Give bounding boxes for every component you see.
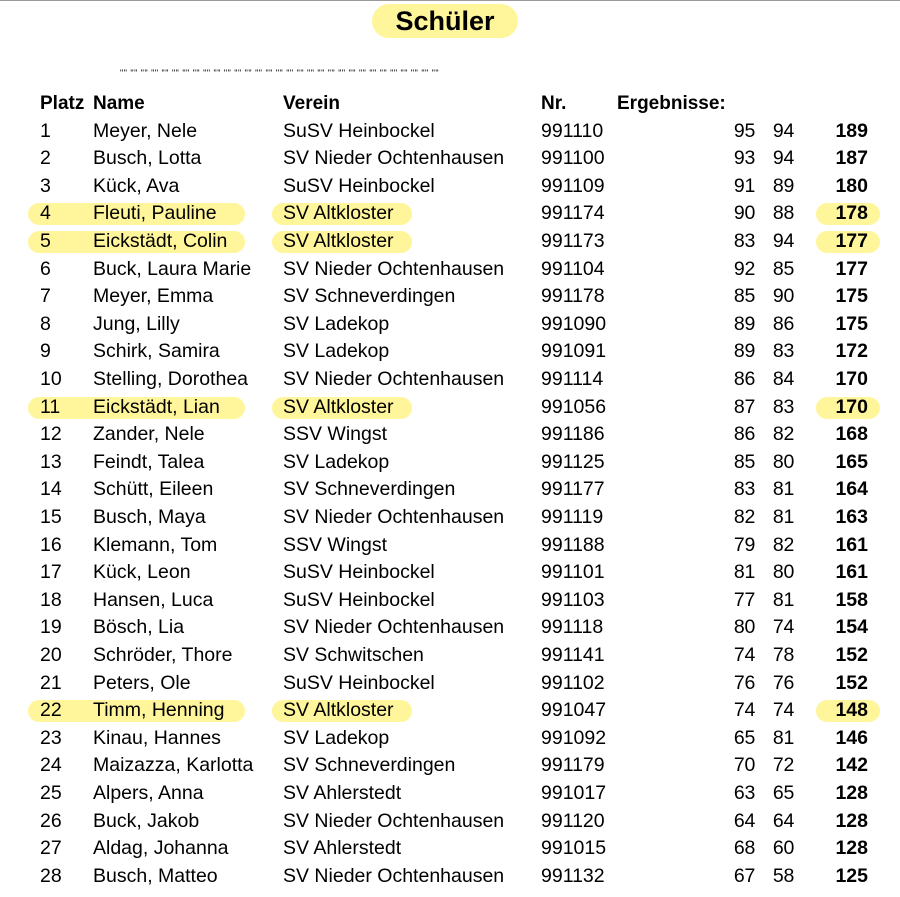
table-row [0,421,900,449]
cell-total: 168 [835,423,868,446]
cell-platz: 14 [40,478,62,501]
cell-total: 163 [835,505,868,528]
cell-result-1: 67 [733,864,755,887]
table-row [0,200,900,228]
cell-result-1: 83 [733,229,755,252]
cell-total: 146 [835,726,868,749]
cell-nr: 991141 [541,643,605,666]
cell-nr: 991120 [541,809,605,832]
cell-total: 164 [835,478,868,501]
cell-platz: 18 [40,588,62,611]
cell-total: 161 [835,561,868,584]
cell-result-2: 76 [772,671,794,694]
header-ergebnisse: Ergebnisse: [617,93,726,114]
cell-result-2: 84 [772,367,794,390]
cell-name: Hansen, Luca [93,588,214,611]
cell-name: Meyer, Emma [93,285,214,308]
table-row [0,145,900,173]
table-row [0,780,900,808]
title-highlight [372,4,518,38]
cell-total: 142 [835,754,868,777]
cell-name: Busch, Maya [93,505,206,528]
cell-verein: SV Nieder Ochtenhausen [283,257,505,280]
cell-nr: 991103 [541,588,605,611]
table-row [0,173,900,201]
cell-name: Jung, Lilly [93,312,180,335]
cell-platz: 25 [40,781,62,804]
cell-platz: 13 [40,450,62,473]
cell-name: Busch, Lotta [93,147,202,170]
cell-name: Peters, Ole [93,671,191,694]
cell-name: Zander, Nele [93,423,205,446]
cell-nr: 991109 [541,174,605,197]
table-row [0,752,900,780]
cell-platz: 16 [40,533,62,556]
cell-verein: SV Altkloster [283,229,394,252]
cell-total: 178 [835,202,868,225]
cell-total: 189 [835,119,868,142]
cell-name: Buck, Jakob [93,809,200,832]
top-border-line [0,0,900,1]
cell-result-2: 88 [772,202,794,225]
header-nr: Nr. [541,93,567,114]
cell-platz: 15 [40,505,62,528]
cell-total: 148 [835,699,868,722]
cell-total: 180 [835,174,868,197]
cell-nr: 991177 [541,478,605,501]
cell-nr: 991110 [541,119,604,142]
cell-result-2: 72 [772,754,794,777]
table-row [0,228,900,256]
cell-verein: SV Ahlerstedt [283,781,402,804]
table-row [0,366,900,394]
cell-result-2: 60 [772,837,794,860]
cell-nr: 991114 [541,367,604,390]
cell-total: 172 [835,340,868,363]
cell-total: 165 [835,450,868,473]
cell-platz: 9 [40,340,51,363]
cell-nr: 991015 [541,837,607,860]
header-name: Name [93,93,145,114]
cell-nr: 991125 [541,450,605,473]
cell-verein: SV Altkloster [283,202,394,225]
cell-result-2: 94 [772,147,794,170]
cell-verein: SV Nieder Ochtenhausen [283,367,505,390]
cell-name: Schirk, Samira [93,340,220,363]
cell-name: Bösch, Lia [93,616,185,639]
cell-nr: 991178 [541,285,605,308]
cell-result-2: 94 [772,229,794,252]
table-row [0,835,900,863]
cell-verein: SV Altkloster [283,395,394,418]
cell-result-1: 85 [733,450,755,473]
cell-result-1: 63 [733,781,755,804]
cell-result-2: 89 [772,174,794,197]
header-platz: Platz [40,93,85,114]
cell-result-1: 74 [733,643,755,666]
cell-result-1: 86 [733,367,755,390]
page-title: Schüler [395,6,495,36]
cell-result-1: 87 [733,395,755,418]
cell-result-2: 80 [772,561,794,584]
separator-dots: "" "" "" "" "" "" "" "" "" "" "" "" "" "" "" "" "" "" "" "" "" "" "" "" "" "" "" "" "" "" "" [120,68,440,78]
cell-platz: 12 [40,423,62,446]
cell-verein: SV Ladekop [283,312,390,335]
cell-name: Alpers, Anna [93,781,204,804]
table-row [0,587,900,615]
cell-total: 161 [835,533,868,556]
cell-total: 128 [835,781,868,804]
cell-result-1: 65 [733,726,755,749]
cell-nr: 991179 [541,754,605,777]
cell-verein: SV Ladekop [283,726,390,749]
cell-platz: 10 [40,367,62,390]
cell-name: Eickstädt, Colin [93,229,228,252]
cell-verein: SV Schneverdingen [283,285,456,308]
table-row [0,394,900,422]
cell-name: Kück, Leon [93,561,191,584]
table-row [0,532,900,560]
table-row [0,283,900,311]
cell-nr: 991186 [541,423,605,446]
cell-name: Fleuti, Pauline [93,202,217,225]
table-row [0,808,900,836]
cell-name: Buck, Laura Marie [93,257,252,280]
table-row [0,311,900,339]
cell-result-1: 82 [733,505,755,528]
cell-platz: 27 [40,837,62,860]
cell-verein: SV Altkloster [283,699,394,722]
cell-result-1: 77 [733,588,755,611]
cell-result-1: 74 [733,699,755,722]
cell-result-2: 58 [772,864,794,887]
cell-total: 177 [835,229,868,252]
cell-platz: 26 [40,809,62,832]
cell-verein: SuSV Heinbockel [283,561,435,584]
cell-nr: 991174 [541,202,605,225]
cell-name: Eickstädt, Lian [93,395,220,418]
cell-platz: 19 [40,616,62,639]
cell-result-1: 68 [733,837,755,860]
cell-result-1: 86 [733,423,755,446]
cell-platz: 7 [40,285,51,308]
cell-platz: 1 [40,119,51,142]
table-row [0,642,900,670]
cell-platz: 11 [40,395,61,418]
cell-platz: 3 [40,174,51,197]
table-row [0,863,900,891]
cell-name: Kück, Ava [93,174,180,197]
cell-nr: 991101 [541,561,605,584]
table-row [0,504,900,532]
cell-verein: SuSV Heinbockel [283,588,435,611]
cell-name: Klemann, Tom [93,533,218,556]
cell-nr: 991056 [541,395,607,418]
cell-total: 177 [835,257,868,280]
cell-result-2: 90 [772,285,794,308]
cell-result-2: 83 [772,395,794,418]
cell-platz: 2 [40,147,51,170]
cell-result-2: 65 [772,781,794,804]
cell-platz: 28 [40,864,62,887]
cell-result-2: 74 [772,699,794,722]
cell-result-2: 74 [772,616,794,639]
cell-total: 152 [835,643,868,666]
cell-result-1: 95 [733,119,755,142]
cell-result-1: 91 [733,174,755,197]
cell-nr: 991119 [541,505,604,528]
cell-result-1: 89 [733,312,755,335]
cell-total: 170 [835,395,868,418]
cell-nr: 991091 [541,340,607,363]
cell-result-1: 64 [733,809,755,832]
cell-result-2: 83 [772,340,794,363]
cell-result-2: 81 [772,505,794,528]
cell-verein: SV Schwitschen [283,643,424,666]
cell-total: 187 [835,147,868,170]
cell-result-2: 81 [772,478,794,501]
cell-result-1: 85 [733,285,755,308]
table-row [0,725,900,753]
cell-platz: 4 [40,202,51,225]
table-row [0,449,900,477]
cell-result-2: 81 [772,726,794,749]
cell-verein: SV Nieder Ochtenhausen [283,147,505,170]
cell-name: Aldag, Johanna [93,837,229,860]
cell-verein: SV Nieder Ochtenhausen [283,616,505,639]
cell-verein: SSV Wingst [283,423,388,446]
cell-nr: 991118 [541,616,604,639]
cell-name: Meyer, Nele [93,119,198,142]
table-row [0,338,900,366]
cell-result-1: 81 [733,561,755,584]
cell-result-1: 93 [733,147,755,170]
cell-name: Schröder, Thore [93,643,233,666]
cell-result-2: 94 [772,119,794,142]
cell-result-1: 79 [733,533,755,556]
cell-platz: 21 [40,671,62,694]
cell-result-1: 80 [733,616,755,639]
cell-result-2: 78 [772,643,794,666]
cell-total: 158 [835,588,868,611]
cell-name: Schütt, Eileen [93,478,214,501]
cell-name: Feindt, Talea [93,450,205,473]
cell-verein: SV Nieder Ochtenhausen [283,809,505,832]
cell-result-1: 89 [733,340,755,363]
cell-name: Busch, Matteo [93,864,218,887]
cell-nr: 991090 [541,312,607,335]
cell-result-1: 83 [733,478,755,501]
table-row [0,670,900,698]
cell-total: 152 [835,671,868,694]
cell-nr: 991092 [541,726,607,749]
cell-name: Maizazza, Karlotta [93,754,254,777]
cell-verein: SuSV Heinbockel [283,119,435,142]
cell-nr: 991102 [541,671,605,694]
cell-platz: 22 [40,699,62,722]
cell-total: 170 [835,367,868,390]
cell-platz: 6 [40,257,51,280]
table-row [0,559,900,587]
cell-total: 125 [835,864,868,887]
cell-nr: 991132 [541,864,605,887]
cell-result-2: 86 [772,312,794,335]
cell-result-2: 81 [772,588,794,611]
cell-verein: SV Ladekop [283,450,390,473]
cell-platz: 17 [40,561,62,584]
cell-total: 175 [835,285,868,308]
table-row [0,118,900,146]
cell-name: Stelling, Dorothea [93,367,249,390]
cell-nr: 991047 [541,699,607,722]
cell-result-1: 90 [733,202,755,225]
cell-platz: 8 [40,312,51,335]
cell-verein: SV Nieder Ochtenhausen [283,864,505,887]
header-verein: Verein [283,93,341,114]
cell-verein: SV Nieder Ochtenhausen [283,505,505,528]
cell-result-1: 70 [733,754,755,777]
cell-nr: 991017 [541,781,607,804]
cell-result-2: 64 [772,809,794,832]
cell-verein: SuSV Heinbockel [283,174,435,197]
table-row [0,476,900,504]
cell-verein: SuSV Heinbockel [283,671,435,694]
cell-result-1: 92 [733,257,755,280]
cell-name: Kinau, Hannes [93,726,221,749]
cell-platz: 5 [40,229,51,252]
table-row [0,697,900,725]
table-row [0,256,900,284]
cell-total: 175 [835,312,868,335]
cell-verein: SV Schneverdingen [283,754,456,777]
cell-name: Timm, Henning [93,699,225,722]
table-header [0,90,900,118]
cell-nr: 991104 [541,257,605,280]
cell-total: 128 [835,837,868,860]
cell-platz: 23 [40,726,62,749]
cell-nr: 991173 [541,229,605,252]
cell-nr: 991100 [541,147,605,170]
cell-result-1: 76 [733,671,755,694]
cell-nr: 991188 [541,533,605,556]
table-row [0,614,900,642]
cell-total: 154 [835,616,868,639]
cell-verein: SV Ladekop [283,340,390,363]
cell-verein: SV Schneverdingen [283,478,456,501]
cell-result-2: 82 [772,423,794,446]
cell-result-2: 80 [772,450,794,473]
cell-verein: SSV Wingst [283,533,388,556]
cell-result-2: 85 [772,257,794,280]
cell-result-2: 82 [772,533,794,556]
cell-total: 128 [835,809,868,832]
cell-verein: SV Ahlerstedt [283,837,402,860]
cell-platz: 20 [40,643,62,666]
cell-platz: 24 [40,754,62,777]
